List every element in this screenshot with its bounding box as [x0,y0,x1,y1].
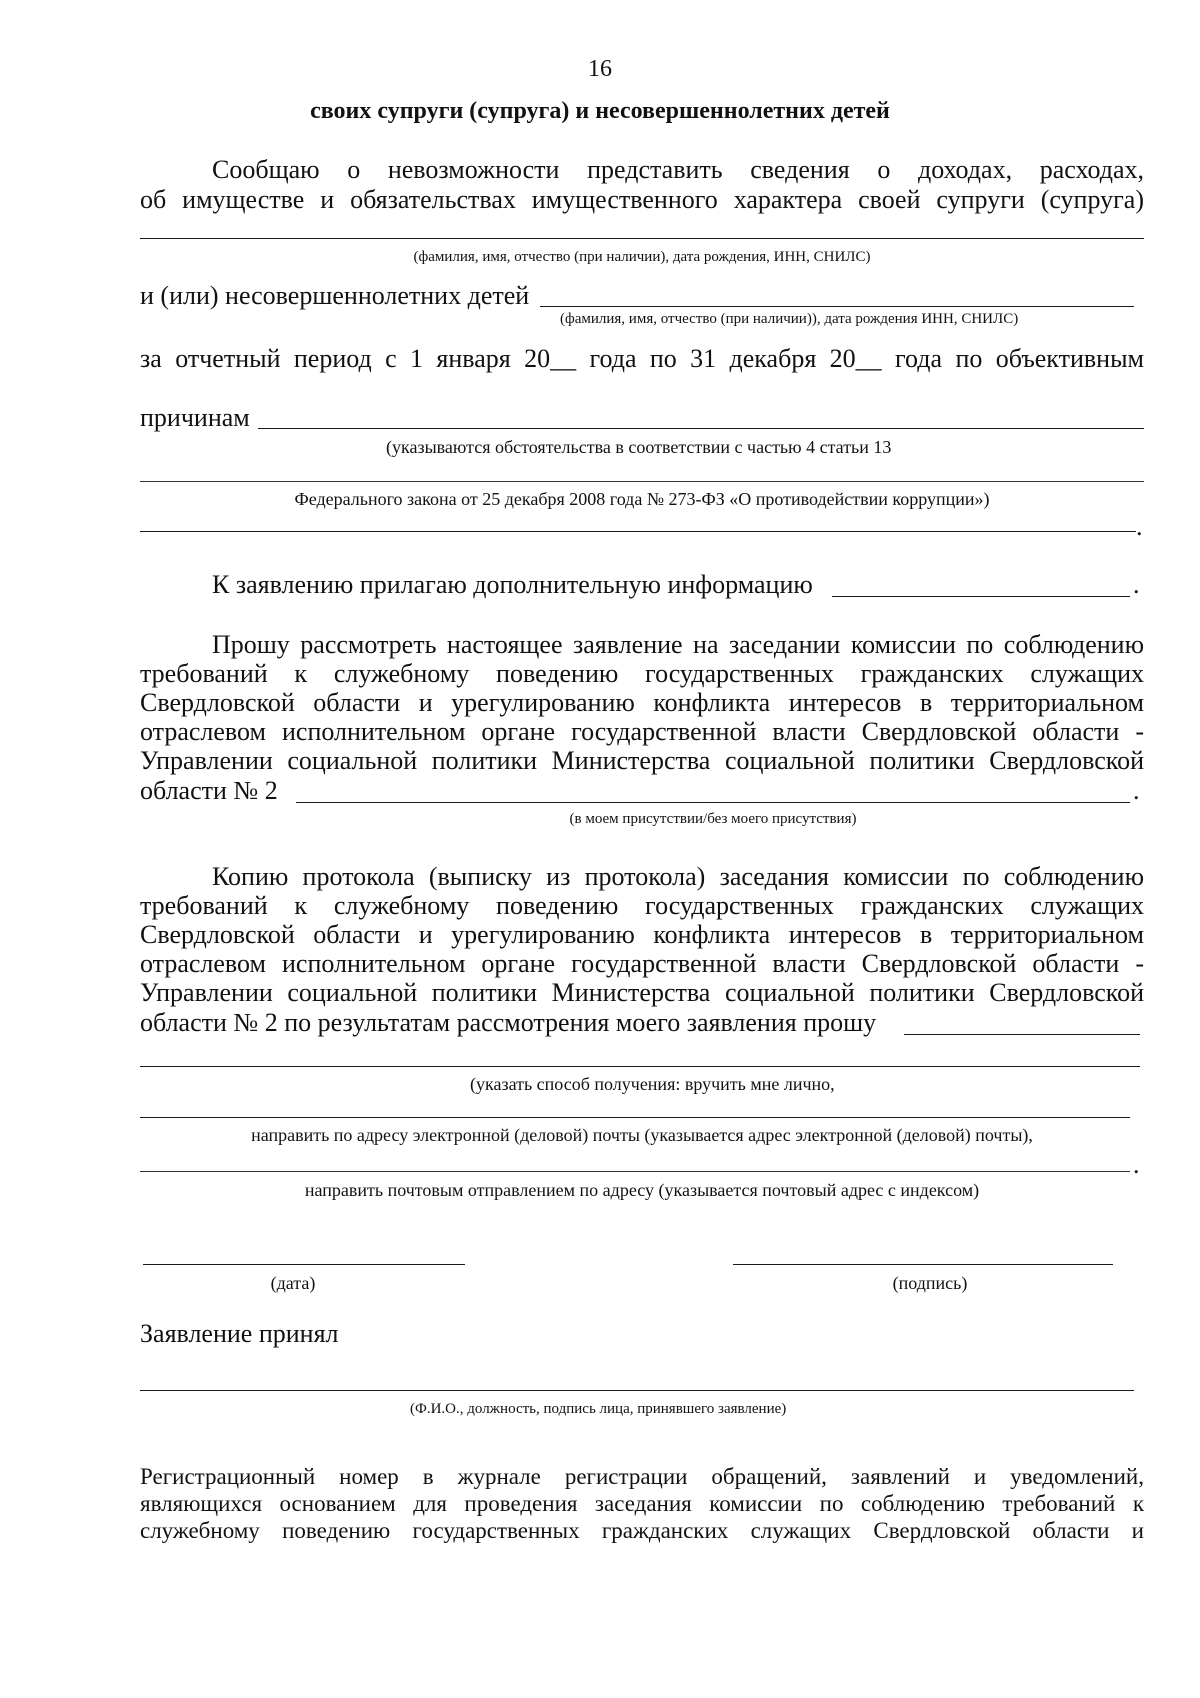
reasons-end-dot: . [1136,512,1143,541]
request-line-1: Прошу рассмотреть настоящее заявление на заседании комиссии по соблюдению [212,630,1144,659]
signature-caption: (подпись) [892,1273,968,1293]
delivery-caption-3: направить почтовым отправлением по адресу (указывается почтовый адрес с индексом) [304,1180,980,1200]
delivery-caption-1: (указать способ получения: вручить мне лично, [470,1074,835,1094]
request-line-2: требований к служебному поведению государственных гражданских служащих [140,659,1144,688]
children-name-field[interactable] [540,306,1134,307]
signature-field[interactable] [733,1264,1113,1265]
children-label: и (или) несовершеннолетних детей [140,281,530,310]
protocol-line-1: Копию протокола (выписку из протокола) заседания комиссии по соблюдению [212,862,1144,891]
reasons-caption-2: Федерального закона от 25 декабря 2008 года № 273-ФЗ «О противодействии коррупции») [294,489,990,509]
reasons-field-3[interactable] [140,531,1136,532]
protocol-last-line: области № 2 по результатам рассмотрения моего заявления прошу [140,1008,877,1037]
accepted-by-field[interactable] [140,1390,1134,1391]
notice-line-2: об имуществе и обязательствах имущественного характера своей супруги (супруга) [140,185,1144,214]
protocol-line-5: Управлении социальной политики Министерства социальной политики Свердловской [140,978,1144,1007]
period-line: за отчетный период с 1 января 20__ года по 31 декабря 20__ года по объективным [140,344,1144,373]
date-field[interactable] [143,1264,465,1265]
request-last-line: области № 2 [140,776,278,805]
additional-info-label: К заявлению прилагаю дополнительную информацию [212,570,813,599]
spouse-name-field[interactable] [140,238,1144,239]
request-line-3: Свердловской области и урегулированию конфликта интересов в территориальном [140,688,1144,717]
date-caption: (дата) [270,1273,316,1293]
registration-line-3: служебному поведению государственных гражданских служащих Свердловской области и [140,1518,1144,1543]
protocol-line-4: отраслевом исполнительном органе государственной власти Свердловской области - [140,949,1144,978]
notice-line-1: Сообщаю о невозможности представить сведения о доходах, расходах, [212,155,1144,184]
reasons-field[interactable] [258,428,1144,429]
accepted-caption: (Ф.И.О., должность, подпись лица, принявшего заявление) [410,1401,787,1417]
delivery-method-field-3[interactable] [140,1117,1130,1118]
reasons-caption-1: (указываются обстоятельства в соответствии с частью 4 статьи 13 [386,437,892,457]
delivery-method-field[interactable] [904,1034,1140,1035]
protocol-line-2: требований к служебному поведению государственных гражданских служащих [140,891,1144,920]
presence-caption: (в моем присутствии/без моего присутствия) [569,811,857,827]
registration-line-1: Регистрационный номер в журнале регистрации обращений, заявлений и уведомлений, [140,1464,1144,1489]
delivery-method-field-4[interactable] [140,1171,1130,1172]
request-line-4: отраслевом исполнительном органе государственной власти Свердловской области - [140,717,1144,746]
reasons-field-2[interactable] [140,481,1144,482]
delivery-end-dot: . [1133,1150,1140,1179]
delivery-caption-2: направить по адресу электронной (деловой) почты (указывается адрес электронной (деловой) почты), [251,1125,1033,1145]
page-number: 16 [588,56,612,82]
delivery-method-field-2[interactable] [140,1066,1140,1067]
children-field-caption: (фамилия, имя, отчество (при наличии)), дата рождения ИНН, СНИЛС) [560,311,1019,327]
presence-end-dot: . [1133,776,1140,805]
protocol-line-3: Свердловской области и урегулированию конфликта интересов в территориальном [140,920,1144,949]
page-heading: своих супруги (супруга) и несовершеннолетних детей [310,98,890,124]
additional-info-end-dot: . [1133,570,1140,599]
request-line-5: Управлении социальной политики Министерства социальной политики Свердловской [140,746,1144,775]
presence-field[interactable] [296,802,1130,803]
registration-line-2: являющихся основанием для проведения заседания комиссии по соблюдению требований к [140,1491,1144,1516]
accepted-label: Заявление принял [140,1319,339,1348]
spouse-field-caption: (фамилия, имя, отчество (при наличии), дата рождения, ИНН, СНИЛС) [413,249,871,265]
additional-info-field[interactable] [832,596,1130,597]
reasons-label: причинам [140,403,250,432]
